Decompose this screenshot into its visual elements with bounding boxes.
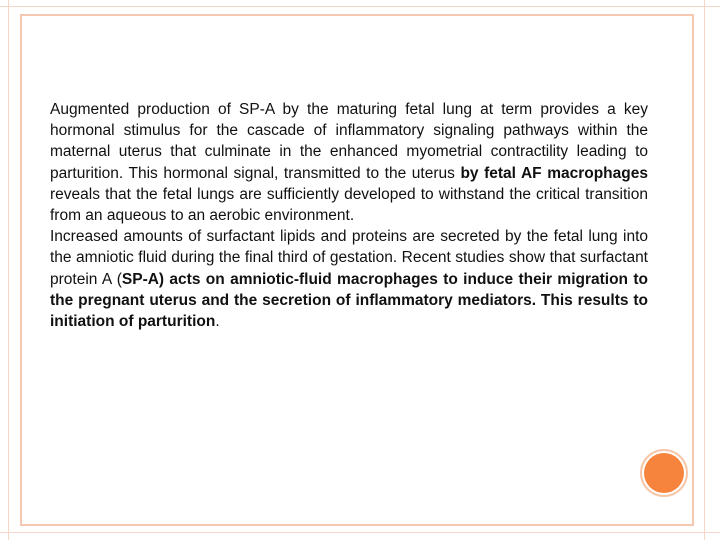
paragraph-1-text-a: Augmented production of SP-A by the maturing fetal lung at term provides a key hormonal stimulus for the cascade of inflammatory signaling pathways within the maternal uterus that culminate in the enhanced myometrial contractility leading to parturition. This hormonal signal, transmitted to the uterus — [50, 101, 648, 182]
frame-line-bottom — [0, 532, 720, 533]
paragraph-2 — [50, 226, 648, 332]
paragraph-1-text-b: reveals that the fetal lungs are sufficiently developed to withstand the critical transition from an aqueous to an aerobic environment. — [50, 185, 648, 225]
slide-body-text — [50, 99, 648, 332]
frame-line-top — [0, 6, 720, 7]
accent-circle — [644, 453, 684, 493]
paragraph-2-text-a: Increased amounts of surfactant lipids and proteins are secreted by the fetal lung into the amniotic fluid during the final third of gestation. Recent studies show that surfactant protein A ( — [50, 228, 648, 288]
frame-line-right — [704, 0, 705, 540]
frame-line-left — [8, 0, 9, 540]
paragraph-2-bold-text: SP-A) acts on amniotic-fluid macrophages to induce their migration to the pregnant uterus and the secretion of inflammatory mediators. This results to initiation of parturition — [50, 270, 649, 331]
paragraph-2-text-b: . — [215, 313, 220, 331]
paragraph-1-bold-text: by fetal AF macrophages — [460, 164, 648, 182]
paragraph-1 — [50, 99, 648, 226]
